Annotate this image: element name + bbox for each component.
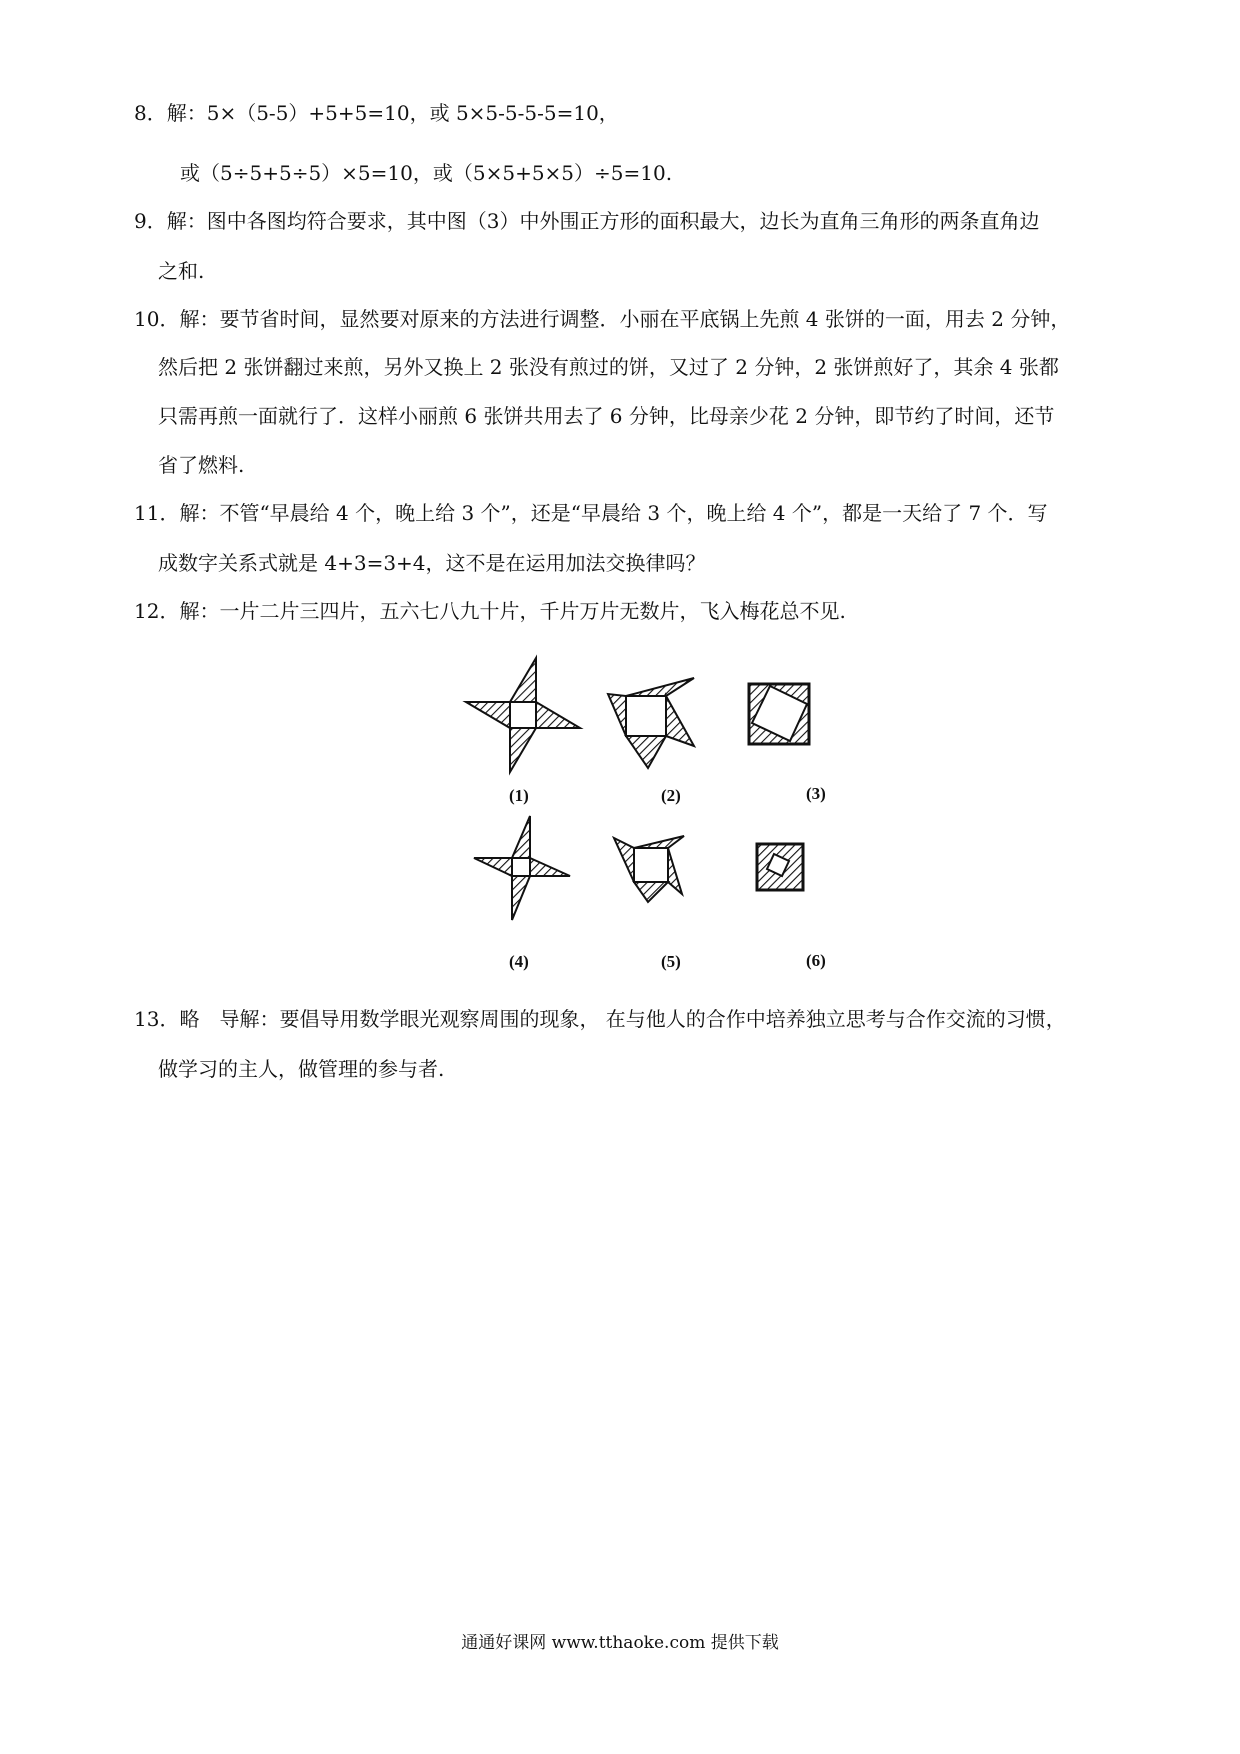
item-10-line-2: 然后把 2 张饼翻过来煎，另外又换上 2 张没有煎过的饼，又过了 2 分钟，2 张饼煎好了，其余 4 张都 bbox=[158, 355, 1059, 379]
item-10-line-3: 只需再煎一面就行了．这样小丽煎 6 张饼共用去了 6 分钟，比母亲少花 2 分钟，即节约了时间，还节 bbox=[158, 404, 1055, 428]
item-9-line-2: 之和. bbox=[158, 259, 205, 283]
page-footer: 通通好课网 www.tthaoke.com 提供下载 bbox=[461, 1633, 779, 1653]
figure-5-pinwheel bbox=[614, 836, 684, 902]
figure-svg bbox=[448, 648, 854, 980]
figure-6-square bbox=[757, 844, 803, 890]
figure-caption-6: (6) bbox=[806, 951, 826, 970]
item-10-line-4: 省了燃料. bbox=[158, 453, 245, 477]
item-11-line-1: 11．解：不管“早晨给 4 个，晚上给 3 个”，还是“早晨给 3 个，晚上给 4 个”，都是一天给了 7 个．写 bbox=[134, 501, 1048, 525]
figure-caption-4: (4) bbox=[509, 952, 529, 971]
item-13-line-2: 做学习的主人，做管理的参与者. bbox=[158, 1057, 445, 1081]
item-8-line-2: 或（5÷5+5÷5）×5=10，或（5×5+5×5）÷5=10. bbox=[180, 161, 673, 185]
figure-caption-5: (5) bbox=[661, 952, 681, 971]
figure-4-pinwheel bbox=[474, 816, 570, 920]
figure-1-pinwheel bbox=[466, 658, 580, 772]
item-11-line-2: 成数字关系式就是 4+3=3+4，这不是在运用加法交换律吗？ bbox=[158, 551, 706, 575]
figure-caption-2: (2) bbox=[661, 786, 681, 805]
figure-2-pinwheel bbox=[608, 678, 694, 768]
pinwheel-figure bbox=[448, 648, 854, 980]
figure-3-square bbox=[749, 684, 809, 744]
item-10-line-1: 10．解：要节省时间，显然要对原来的方法进行调整．小丽在平底锅上先煎 4 张饼的一面，用去 2 分钟， bbox=[134, 307, 1071, 331]
figure-caption-3: (3) bbox=[806, 784, 826, 803]
item-12-line-1: 12．解：一片二片三四片，五六七八九十片，千片万片无数片，飞入梅花总不见. bbox=[134, 599, 846, 623]
figure-caption-1: (1) bbox=[509, 786, 529, 805]
item-8-line-1: 8．解：5×（5-5）+5+5=10，或 5×5-5-5-5=10， bbox=[134, 101, 619, 125]
item-9-line-1: 9．解：图中各图均符合要求，其中图（3）中外围正方形的面积最大，边长为直角三角形的两条直角边 bbox=[134, 209, 1040, 233]
item-13-line-1: 13．略 导解：要倡导用数学眼光观察周围的现象， 在与他人的合作中培养独立思考与合作交流的习惯， bbox=[134, 1007, 1066, 1031]
